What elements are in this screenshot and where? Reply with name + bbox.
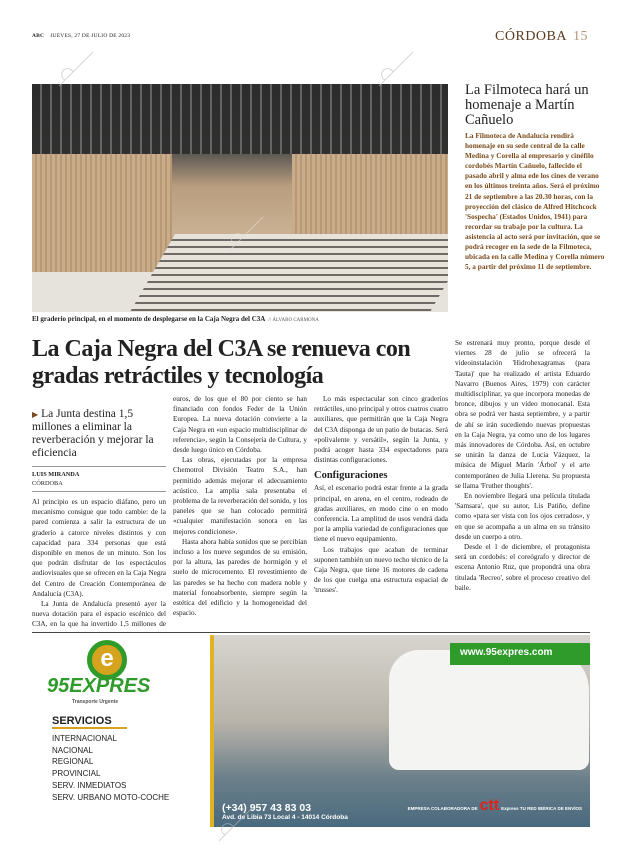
paragraph: Al principio es un espacio diáfano, pero un mecanismo consigue que todo cambie: de la pared comienza a salir la estructura de un graderío a catorce niveles distintos y con capacidad para 334 personas que está disponible en menos de un minuto. Son los que podrán disfrutar de los espectáculos audiovisuales que se ofrecen en la Caja Negra del Centro de Creación Contemporánea de Andalucía (C3A). [32,498,166,598]
page-header-left [32,33,130,39]
paragraph: En noviembre llegará una película titulada 'Samsara', que su autor, Lis Patiño, define como «para ser vista con los ojos cerrados», y en que se acompaña a un alma en su tránsito desde un cuerpo a otro. [455,492,590,541]
ad-url[interactable]: www.95expres.com [450,643,590,665]
section-heading: Configuraciones [314,470,388,482]
paragraph: Lo más espectacular son cinco graderíos retráctiles, uno principal y otros cuatros cuatro auxiliares, que permitirán que la Caja Negra del C3A disponga de un patio de butacas. Será «polivalente y versátil», según la Junta, y podrá acoger hasta 334 espectadores para distintas configuraciones. [314,395,448,465]
service-item: NACIONAL [52,745,93,755]
service-item: INTERNACIONAL [52,734,117,743]
paragraph: La Junta de Andalucía presentó ayer la nueva dotación para el espacio escénico del C3A, en la que ha invertido 1,5 millones de euros, de los que el 80 por ciento se han financiado con fondos Feder de la Unión Europea. La nueva dotación convierte a la Caja Negra en «un espacio multidisciplinar de referencia», según la Consejería de Cultura, y desde luego único en Córdoba. [32,395,307,629]
services-list [52,733,169,803]
sidebar-text: La Filmoteca de Andalucía rendirá homenaje en su sede central de la calle Medina y Corella al empresario y cinéfilo cordobés Martín Cañuelo, fallecido el pasado abril y alma ede los cines de verano en los últimos treinta años. Será el próximo 21 de septiembre a las 20.30 horas, con la proyección del clásico de Alfred Hitchcock 'Sospecha' (Estados Unidos, 1941) para recordar su trabajo por la cultura. La asistencia al acto será por invitación, que se podrá recoger en la sede de la Filmoteca, ubicada en la calle Medina y Corella número 5, a partir del próximo 11 de septiembre. [465,131,605,272]
ad-brand: 95EXPRES [47,675,151,697]
bullet-triangle-icon: ▶ [32,410,39,419]
paragraph: Los trabajos que acaban de terminar suponen también un nuevo techo técnico de la Caja Negra, que tiene 16 motores de cadena de los que cuelga una estructura espacial de 'trusses'. [314,545,448,595]
section-name: CÓRDOBA [495,29,567,44]
subheadline-text: La Junta destina 1,5 millones a eliminar la reverberación y mejorar la eficiencia [32,408,154,459]
brand: ABC [32,33,45,39]
service-item: SERV. URBANO MOTO-COCHE [52,792,170,802]
ctt-partner: EMPRESA COLABORADORA DE ctt Express TU RED IBÉRICA DE ENVÍOS [407,797,582,814]
services-title: SERVICIOS [52,715,127,729]
byline [32,467,166,491]
ad-photo [210,635,590,827]
e-logo-icon: e [87,640,127,680]
location: CÓRDOBA [32,480,63,487]
paragraph: Se estrenará muy pronto, porque desde el viernes 28 de julio se ofrecerá la videoinstalación 'Hidrohexagramas (para Tauta)' que ha realizado el artista Eduardo Navarro (Buenos Aires, 1979) con carácter multidisciplinar, ya que incorpora monedas de bronce, dibujos y un vídeo monocanal. Esta obra se podrá ver hasta septiembre, y a partir de ahí se irán sucediendo nuevas propuestas en la Caja Negra, ya como uno de los lugares más innovadores de Córdoba. Así, en octubre se unirán la danza de Lucía Vázquez, la música de Miguel Marín 'Árbol' y el arte contemporáneo de Julia Llerena. Su propuesta se llama 'Fruther thoughts'. [455,339,590,490]
van-image [389,650,589,770]
section-header [495,29,588,45]
ad-contact [222,802,348,821]
advertisement[interactable] [32,635,590,827]
article-photo [32,84,448,312]
sidebar-title: La Filmoteca hará un homenaje a Martín Cañuelo [465,82,589,128]
paragraph: Hasta ahora había sonidos que se percibían incluso a los nueve segundos de su emisión, por la altura, las paredes de hormigón y el suelo de microcemento. El revestimiento de las paredes se ha hecho con madera noble y material fonoabsorbente, siempre según la estética del edificio y la homogeneidad del espacio. [173,537,307,618]
headline: La Caja Negra del C3A se renueva con gradas retráctiles y tecnología [32,336,411,389]
service-item: REGIONAL [52,757,94,767]
paragraph: Las obras, ejecutadas por la empresa Chemotrol División Teatro S.A., han permitido además mejorar el adecuamiento acústico. La amplia sala presentaba el problema de la reverberación del sonido, y los paneles que se han colocado permitirá «cualquier manifestación sonora en las mejores condiciones». [173,456,307,536]
photo-credit: // ÁLVARO CARMONA [268,318,319,323]
photo-caption [32,315,319,323]
ad-address: Avd. de Libia 73 Local 4 - 14014 Córdoba [222,814,348,821]
paragraph: Así, el escenario podrá estar frente a la grada principal, en arena, en el centro, rodeado de gradas auxiliares, en modo cine o en modo conferencia. La amplitud de usos vendrá dada por la amplia variedad de configuraciones que tiene el nuevo equipamiento. [314,484,448,544]
subheadline [32,394,166,460]
page-number: 15 [573,29,588,44]
divider [32,491,166,492]
column-4 [455,338,590,593]
author: LUIS MIRANDA [32,471,80,478]
issue-date: JUEVES, 27 DE JULIO DE 2023 [50,33,131,39]
caption-text: El graderio principal, en el momento de desplegarse en la Caja Negra del C3A [32,315,266,323]
article-columns-1-3 [32,394,448,630]
service-item: PROVINCIAL [52,769,101,779]
ad-tagline: Transporte Urgente [72,699,119,705]
paragraph: Desde el 1 de diciembre, el protagonista será un cordobés: el coreógrafo y director de escena Antonio Ruz, que propondrá una obra titulada 'Recreo', sobre el proceso creativo del baile. [455,543,590,592]
ad-phone: (+34) 957 43 83 03 [222,802,312,814]
service-item: SERV. INMEDIATOS [52,780,127,790]
ad-divider [32,632,590,633]
